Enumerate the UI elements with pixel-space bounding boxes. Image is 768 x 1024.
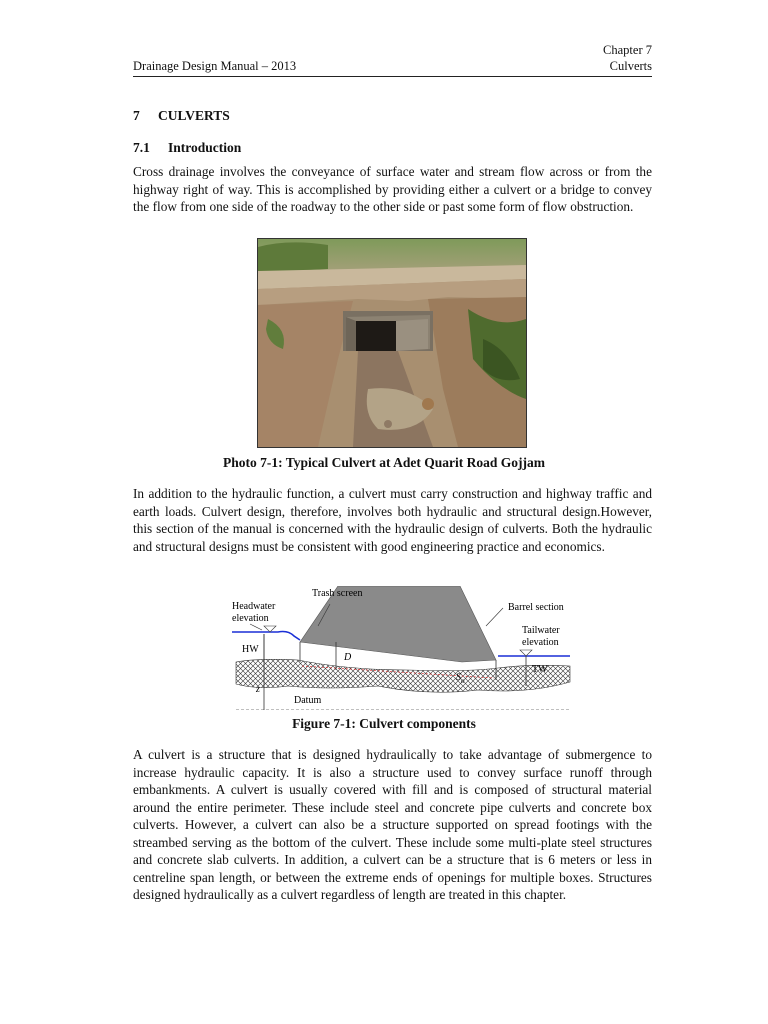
section-number: 7 — [133, 108, 140, 123]
headwater-line — [232, 632, 300, 641]
hw-label: HW — [242, 644, 259, 655]
barrel-section-label: Barrel section — [508, 602, 564, 613]
header-manual-title: Drainage Design Manual – 2013 — [133, 59, 297, 73]
slope-label: $S_o$ — [456, 672, 465, 685]
subsection-title: Introduction — [168, 140, 242, 155]
culvert-photo — [257, 238, 527, 448]
section-title: CULVERTS — [158, 108, 230, 123]
trash-screen-label: Trash screen — [312, 588, 363, 599]
subsection-heading — [133, 140, 241, 156]
tw-label: TW — [532, 664, 548, 675]
photo-caption: Photo 7-1: Typical Culvert at Adet Quarit Road Gojjam — [223, 455, 545, 470]
headwater-label: Headwater — [232, 601, 276, 612]
subsection-number: 7.1 — [133, 140, 150, 155]
section-heading — [133, 108, 230, 124]
intro-paragraph: Cross drainage involves the conveyance of surface water and stream flow across or from the highway right of way. This is accomplished by providing either a culvert or a bridge to convey the flow from one side of the roadway to the other side or past some form of flow obstruction. — [133, 164, 652, 214]
z-label: z — [256, 684, 260, 695]
header-rule — [133, 76, 652, 77]
figure-caption: Figure 7-1: Culvert components — [292, 716, 476, 731]
datum-label: Datum — [294, 695, 322, 706]
d-label: D — [344, 652, 352, 663]
culvert-definition-paragraph: A culvert is a structure that is designed hydraulically to take advantage of submergence to increase hydraulic capacity. It is also a structure used to convey surface runoff through embankments. A culvert is usually covered with fill and is composed of structural material around the entire perimeter. These include steel and concrete pipe culverts and concrete box culverts. However, a culvert can also be a structure supported on spread footings with the streambed serving as the bottom of the culvert. These include some multi-plate steel structures and concrete slab culverts. In addition, a culvert can be a structure that is 6 meters or less in centreline span length, or between the extreme ends of openings for multiple boxes. Structures designed hydraulically as a culvert regardless of length are treated in this chapter. — [133, 747, 652, 902]
header-section-name: Culverts — [609, 59, 652, 73]
tailwater-label: Tailwater — [522, 625, 560, 636]
headwater-elevation-label: elevation — [232, 613, 269, 624]
culvert-components-figure — [228, 586, 578, 710]
header-chapter: Chapter 7 — [603, 43, 652, 57]
tailwater-elevation-label: elevation — [522, 637, 559, 648]
hydraulic-function-paragraph: In addition to the hydraulic function, a culvert must carry construction and highway traffic and earth loads. Culvert design, therefore, involves both hydraulic and structural design.However, this section of the manual is concerned with the hydraulic design of culverts. Both the hydraulic and structural designs must be consistent with good engineering practice and economics. — [133, 486, 652, 554]
